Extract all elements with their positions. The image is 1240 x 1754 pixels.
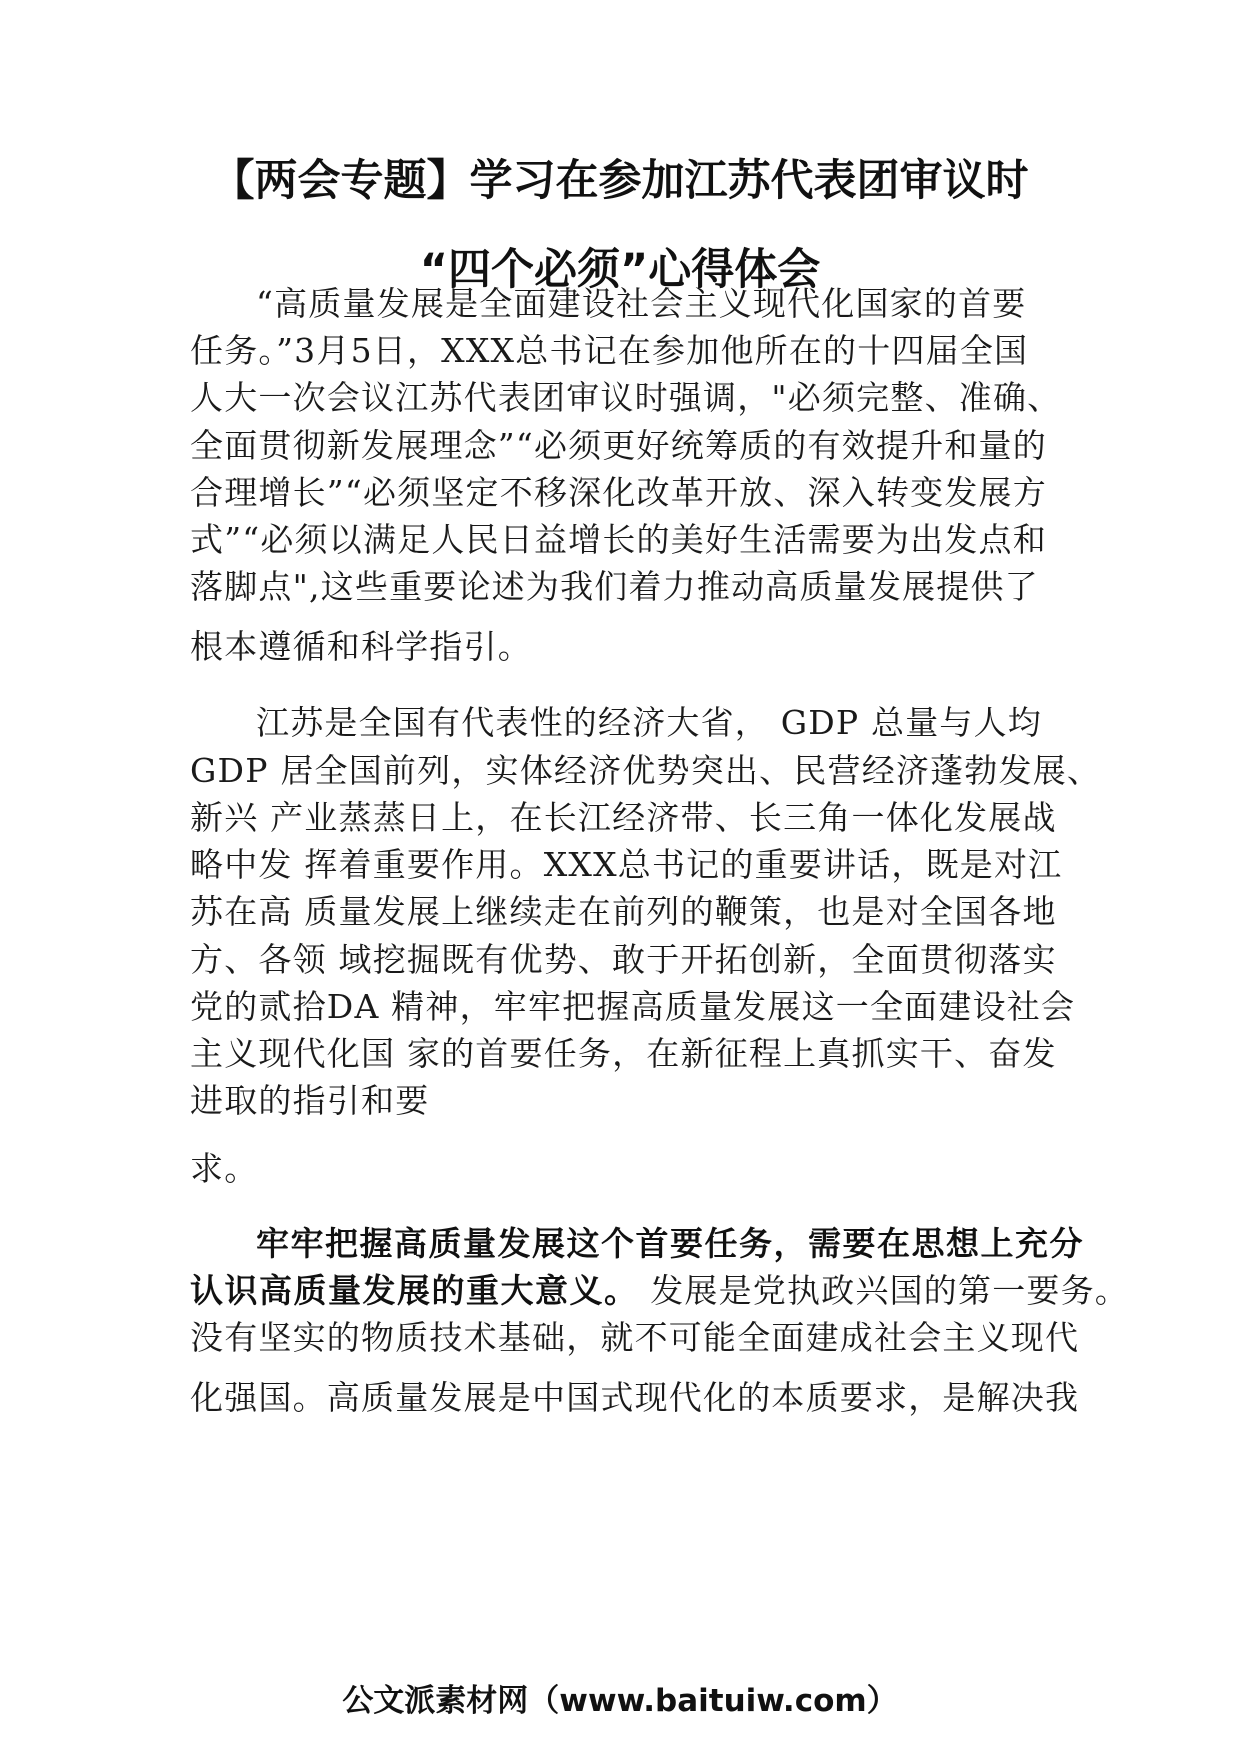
paragraph-1-line: 合理增长”“必须坚定不移深化改革开放、深入转变发展方 <box>190 473 1047 512</box>
paragraph-1-line: 式”“必须以满足人民日益增长的美好生活需要为出发点和 <box>190 520 1047 559</box>
paragraph-1-line: 落脚点",这些重要论述为我们着力推动高质量发展提供了 <box>190 567 1039 606</box>
paragraph-1-line: 任务。”3月5日，XXX总书记在参加他所在的十四届全国 <box>190 331 1029 370</box>
paragraph-2-line: 略中发 挥着重要作用。XXX总书记的重要讲话，既是对江 <box>190 845 1063 884</box>
paragraph-3-bold-line: 牢牢把握高质量发展这个首要任务，需要在思想上充分 <box>256 1224 1084 1263</box>
paragraph-2-line: GDP 居全国前列，实体经济优势突出、民营经济蓬勃发展、 <box>190 751 1102 790</box>
paragraph-1-line: 根本遵循和科学指引。 <box>190 627 532 666</box>
footer-source-text: 公文派素材网（www.baituiw.com） <box>342 1683 898 1719</box>
paragraph-1-line: 人大一次会议江苏代表团审议时强调，"必须完整、准确、 <box>190 378 1062 417</box>
paragraph-3-line: 化强国。高质量发展是中国式现代化的本质要求，是解决我 <box>190 1378 1080 1417</box>
paragraph-2-line: 苏在高 质量发展上继续走在前列的鞭策，也是对全国各地 <box>190 892 1057 931</box>
paragraph-2-line: 新兴 产业蒸蒸日上，在长江经济带、长三角一体化发展战 <box>190 798 1057 837</box>
paragraph-2-line: 进取的指引和要 <box>190 1081 430 1120</box>
paragraph-1-line: “高质量发展是全面建设社会主义现代化国家的首要 <box>256 284 1027 323</box>
paragraph-2-line: 方、各领 域挖掘既有优势、敢于开拓创新，全面贯彻落实 <box>190 940 1057 979</box>
paragraph-2-line: 党的贰拾DA 精神，牢牢把握高质量发展这一全面建设社会 <box>190 987 1076 1026</box>
paragraph-3-mixed-line <box>190 1271 1129 1311</box>
paragraph-3-bold-text: 认识高质量发展的重大意义。 <box>190 1271 639 1310</box>
paragraph-2-line: 主义现代化国 家的首要任务，在新征程上真抓实干、奋发 <box>190 1034 1057 1073</box>
paragraph-2-line: 求。 <box>190 1149 259 1188</box>
paragraph-3-line: 没有坚实的物质技术基础，就不可能全面建成社会主义现代 <box>190 1318 1080 1357</box>
paragraph-3-normal-text: 发展是党执政兴国的第一要务。 <box>638 1271 1129 1310</box>
paragraph-2-line: 江苏是全国有代表性的经济大省， GDP 总量与人均 <box>256 703 1043 742</box>
document-title-line-1: 【两会专题】学习在参加江苏代表团审议时 <box>211 156 1029 206</box>
paragraph-1-line: 全面贯彻新发展理念”“必须更好统筹质的有效提升和量的 <box>190 426 1047 465</box>
document-title-line-2: “四个必须”心得体会 <box>419 245 821 295</box>
